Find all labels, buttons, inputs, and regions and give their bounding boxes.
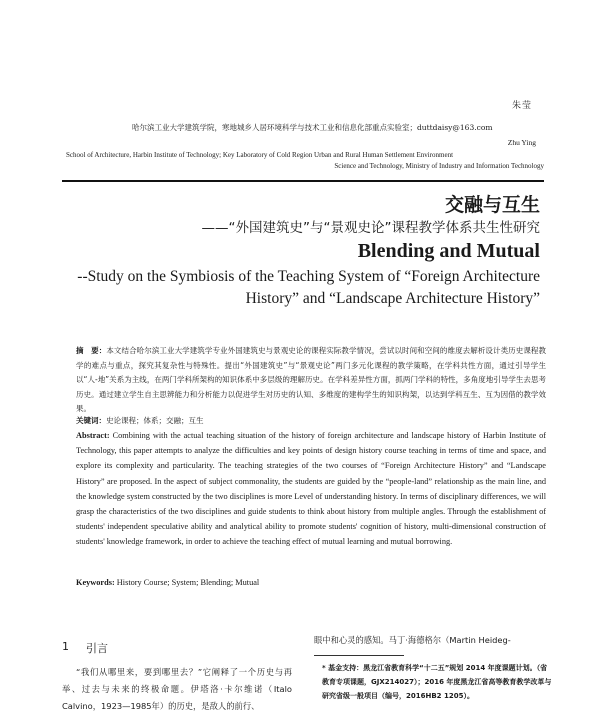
title-cn: 交融与互生 [444, 194, 540, 216]
body-text-right: 眼中和心灵的感知。马丁·海德格尔（Martin Heideg- [314, 635, 511, 645]
affiliation-en [66, 150, 544, 172]
footnote: * 基金支持：黑龙江省教育科学“十二五”规划 2014 年度课题计划。（省教育专项课题，GJX214027）；2016 年度黑龙江省高等教育教学改革与研究省级一般项目（编号，2016HB2 1205）。 [322, 664, 552, 700]
abstract-en-text: Combining with the actual teaching situation of the history of foreign architecture and landscape history of Harbin Institute of Technology, this paper attempts to analyze the difficulties and key points of design history course teaching in terms of time and space, and explore its complexity and particularity. The teaching strategies of the two courses of “Foreign Architecture History” and “Landscape History” are proposed. In the aspect of subject commonality, the students are guided by the “people-land” relationship as the main line, and the knowledge system constructed by the two disciplines is more Level of understanding history. In terms of disciplinary differences, we will grasp the characteristics of the two disciplines and guide students to think about history from multiple angles. Through the establishment of students' independent speculative ability and analytical ability to promote students' cognition of history, multi-dimensional construction of students' knowledge framework, in order to achieve the teaching effect of mutual learning and mutual borrowing. [76, 431, 546, 547]
section-number: 1 [62, 640, 69, 653]
keywords-cn-text: 史论课程；体系；交融；互生 [106, 416, 204, 425]
keywords-en-text: History Course; System; Blending; Mutual [116, 578, 260, 587]
subtitle-en: --Study on the Symbiosis of the Teaching System of “Foreign Architecture History” and “Landscape Architecture History” [77, 268, 540, 307]
abstract-cn [76, 344, 546, 417]
body-text-left: “我们从哪里来，要到哪里去？”它阐释了一个历史与再举、过去与未来的终极命题。伊塔洛·卡尔维诺（Italo Calvino，1923—1985年）的历史，是敌人的前行、 [62, 667, 292, 711]
abstract-en-label: Abstract: [76, 431, 110, 440]
affiliation-en-line2: Science and Technology, Ministry of Industry and Information Technology [334, 162, 544, 170]
keywords-en [76, 578, 546, 587]
abstract-cn-text: 本文结合哈尔滨工业大学建筑学专业外国建筑史与景观史论的课程实际教学情况，尝试以时间和空间的维度去解析设计类历史课程教学的难点与重点，探究其复杂性与特殊性。提出“外国建筑史”与“景观史论”两门多元化课程的教学策略，在学科共性方面，通过引导学生以“人-地”关系为主线，在两门学科所架构的知识体系中多层级的理解历史。在学科差异性方面，抓两门学科的特性，多角度地引导学生去思考历史。通过建立学生自主思辨能力和分析能力以促进学生对历史的认知、多维度的建构学生的知识构架，以达到学科互生、互为因借的教学效果。 [76, 346, 546, 413]
affiliation-cn: 哈尔滨工业大学建筑学院，寒地城乡人居环境科学与技术工业和信息化部重点实验室；duttdaisy@163.com [132, 123, 493, 132]
author-name-cn: 朱莹 [511, 101, 532, 111]
keywords-cn [76, 415, 546, 426]
section-title: 引言 [86, 642, 108, 655]
keywords-cn-label: 关键词： [76, 416, 106, 425]
keywords-en-label: Keywords: [76, 578, 115, 587]
abstract-cn-label: 摘 要： [76, 346, 107, 355]
title-en: Blending and Mutual [357, 240, 540, 262]
subtitle-cn: ——“外国建筑史”与“景观史论”课程教学体系共生性研究 [201, 220, 540, 236]
footnote-divider [314, 655, 404, 656]
abstract-en [76, 428, 546, 550]
affiliation-en-line1: School of Architecture, Harbin Institute of Technology; Key Laboratory of Cold Region Urban and Rural Human Settlement Environment [66, 151, 454, 159]
author-name-en: Zhu Ying [507, 138, 536, 147]
header-divider [62, 180, 544, 182]
